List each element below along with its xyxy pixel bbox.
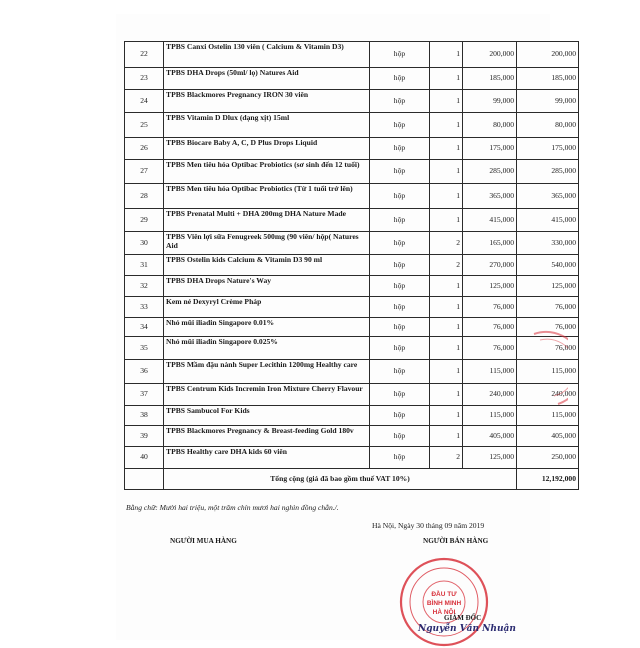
unit-cell: hộp bbox=[370, 68, 430, 90]
company-stamp bbox=[398, 556, 490, 648]
line-amount-cell: 250,000 bbox=[517, 447, 579, 469]
product-name: TPBS DHA Drops (50ml/ lọ) Natures Aid bbox=[164, 68, 370, 90]
unit-price-cell: 115,000 bbox=[463, 406, 517, 426]
table-row bbox=[125, 184, 579, 209]
quantity-cell: 2 bbox=[430, 255, 463, 276]
product-name: TPBS Blackmores Pregnancy & Breast-feeding Gold 180v bbox=[164, 426, 370, 447]
line-amount-cell: 99,000 bbox=[517, 90, 579, 113]
unit-price-cell: 76,000 bbox=[463, 337, 517, 360]
unit-cell: hộp bbox=[370, 209, 430, 232]
quantity-cell: 2 bbox=[430, 232, 463, 255]
quantity-cell: 1 bbox=[430, 337, 463, 360]
row-number: 30 bbox=[125, 232, 164, 255]
table-row bbox=[125, 138, 579, 160]
table-row bbox=[125, 360, 579, 384]
total-row bbox=[125, 469, 579, 490]
quantity-cell: 1 bbox=[430, 209, 463, 232]
buyer-signature-title: NGƯỜI MUA HÀNG bbox=[170, 537, 237, 545]
table-row bbox=[125, 209, 579, 232]
stamp-text-line-2: BÌNH MINH bbox=[426, 600, 462, 607]
product-name: TPBS Viên lợi sữa Fenugreek 500mg (90 viên/ hộp( Natures Aid bbox=[164, 232, 370, 255]
line-amount-cell: 80,000 bbox=[517, 113, 579, 138]
table-row bbox=[125, 297, 579, 318]
unit-cell: hộp bbox=[370, 276, 430, 297]
row-number: 29 bbox=[125, 209, 164, 232]
line-amount-cell: 285,000 bbox=[517, 160, 579, 184]
line-amount-cell: 76,000 bbox=[517, 297, 579, 318]
product-name: TPBS Ostelin kids Calcium & Vitamin D3 90 ml bbox=[164, 255, 370, 276]
stamp-text-line-3: HÀ NỘI bbox=[432, 609, 456, 616]
unit-price-cell: 185,000 bbox=[463, 68, 517, 90]
row-number: 25 bbox=[125, 113, 164, 138]
unit-price-cell: 200,000 bbox=[463, 42, 517, 68]
line-amount-cell: 175,000 bbox=[517, 138, 579, 160]
unit-cell: hộp bbox=[370, 42, 430, 68]
unit-price-cell: 270,000 bbox=[463, 255, 517, 276]
row-number: 38 bbox=[125, 406, 164, 426]
table-row bbox=[125, 42, 579, 68]
table-row bbox=[125, 160, 579, 184]
unit-cell: hộp bbox=[370, 447, 430, 469]
unit-price-cell: 240,000 bbox=[463, 384, 517, 406]
unit-price-cell: 125,000 bbox=[463, 276, 517, 297]
line-amount-cell: 76,000 bbox=[517, 318, 579, 337]
line-amount-cell: 76,000 bbox=[517, 337, 579, 360]
unit-cell: hộp bbox=[370, 360, 430, 384]
product-name: TPBS Men tiêu hóa Optibac Probiotics (sơ sinh đến 12 tuổi) bbox=[164, 160, 370, 184]
row-number: 36 bbox=[125, 360, 164, 384]
line-amount-cell: 540,000 bbox=[517, 255, 579, 276]
unit-price-cell: 405,000 bbox=[463, 426, 517, 447]
product-name: TPBS Canxi Ostelin 130 viên ( Calcium & Vitamin D3) bbox=[164, 42, 370, 68]
unit-cell: hộp bbox=[370, 184, 430, 209]
unit-price-cell: 415,000 bbox=[463, 209, 517, 232]
row-number: 35 bbox=[125, 337, 164, 360]
product-name: TPBS Vitamin D Dlux (dạng xịt) 15ml bbox=[164, 113, 370, 138]
amount-in-words-label: Bằng chữ: bbox=[126, 503, 158, 512]
row-number: 24 bbox=[125, 90, 164, 113]
unit-cell: hộp bbox=[370, 160, 430, 184]
director-title: GIÁM ĐỐC bbox=[444, 614, 482, 622]
unit-price-cell: 76,000 bbox=[463, 297, 517, 318]
unit-price-cell: 99,000 bbox=[463, 90, 517, 113]
table-row bbox=[125, 113, 579, 138]
signer-name: Nguyễn Văn Nhuận bbox=[418, 624, 516, 634]
table-row bbox=[125, 255, 579, 276]
table-row bbox=[125, 68, 579, 90]
line-amount-cell: 405,000 bbox=[517, 426, 579, 447]
line-amount-cell: 115,000 bbox=[517, 406, 579, 426]
table-row bbox=[125, 318, 579, 337]
row-number: 26 bbox=[125, 138, 164, 160]
quantity-cell: 2 bbox=[430, 447, 463, 469]
table-row bbox=[125, 337, 579, 360]
quantity-cell: 1 bbox=[430, 42, 463, 68]
product-name: TPBS Men tiêu hóa Optibac Probiotics (Từ 1 tuổi trở lên) bbox=[164, 184, 370, 209]
product-name: Kem nẻ Dexyryl Crème Pháp bbox=[164, 297, 370, 318]
unit-price-cell: 175,000 bbox=[463, 138, 517, 160]
quantity-cell: 1 bbox=[430, 90, 463, 113]
row-number: 23 bbox=[125, 68, 164, 90]
product-name: TPBS Blackmores Pregnancy IRON 30 viên bbox=[164, 90, 370, 113]
total-amount: 12,192,000 bbox=[517, 469, 579, 490]
quantity-cell: 1 bbox=[430, 138, 463, 160]
quantity-cell: 1 bbox=[430, 318, 463, 337]
unit-price-cell: 165,000 bbox=[463, 232, 517, 255]
quantity-cell: 1 bbox=[430, 426, 463, 447]
quantity-cell: 1 bbox=[430, 276, 463, 297]
product-name: Nhỏ mũi iliadin Singapore 0.01% bbox=[164, 318, 370, 337]
unit-cell: hộp bbox=[370, 318, 430, 337]
quantity-cell: 1 bbox=[430, 297, 463, 318]
row-number: 33 bbox=[125, 297, 164, 318]
unit-cell: hộp bbox=[370, 297, 430, 318]
unit-price-cell: 285,000 bbox=[463, 160, 517, 184]
total-no-cell bbox=[125, 469, 164, 490]
quantity-cell: 1 bbox=[430, 160, 463, 184]
quantity-cell: 1 bbox=[430, 113, 463, 138]
unit-cell: hộp bbox=[370, 337, 430, 360]
row-number: 34 bbox=[125, 318, 164, 337]
table-row bbox=[125, 426, 579, 447]
quantity-cell: 1 bbox=[430, 406, 463, 426]
table-row bbox=[125, 276, 579, 297]
product-name: Nhỏ mũi iliadin Singapore 0.025% bbox=[164, 337, 370, 360]
unit-cell: hộp bbox=[370, 426, 430, 447]
product-name: TPBS Mầm đậu nành Super Lecithin 1200mg Healthy care bbox=[164, 360, 370, 384]
table-row bbox=[125, 406, 579, 426]
row-number: 39 bbox=[125, 426, 164, 447]
table-row bbox=[125, 384, 579, 406]
product-name: TPBS Centrum Kids Incremin Iron Mixture Cherry Flavour bbox=[164, 384, 370, 406]
product-name: TPBS Biocare Baby A, C, D Plus Drops Liquid bbox=[164, 138, 370, 160]
row-number: 31 bbox=[125, 255, 164, 276]
amount-in-words-value: Mười hai triệu, một trăm chín mươi hai nghìn đồng chẵn./. bbox=[159, 503, 339, 512]
quantity-cell: 1 bbox=[430, 68, 463, 90]
unit-cell: hộp bbox=[370, 138, 430, 160]
unit-price-cell: 76,000 bbox=[463, 318, 517, 337]
date-line: Hà Nội, Ngày 30 tháng 09 năm 2019 bbox=[372, 521, 485, 530]
amount-in-words bbox=[126, 503, 339, 512]
product-name: TPBS DHA Drops Nature's Way bbox=[164, 276, 370, 297]
seller-signature-title: NGƯỜI BÁN HÀNG bbox=[423, 537, 489, 545]
unit-price-cell: 80,000 bbox=[463, 113, 517, 138]
row-number: 32 bbox=[125, 276, 164, 297]
unit-cell: hộp bbox=[370, 232, 430, 255]
line-amount-cell: 330,000 bbox=[517, 232, 579, 255]
stamp-text-line-1: ĐẦU TƯ bbox=[431, 591, 457, 598]
unit-price-cell: 365,000 bbox=[463, 184, 517, 209]
total-label: Tổng cộng (giá đã bao gồm thuế VAT 10%) bbox=[164, 469, 517, 490]
table-row bbox=[125, 232, 579, 255]
line-amount-cell: 200,000 bbox=[517, 42, 579, 68]
line-amount-cell: 240,000 bbox=[517, 384, 579, 406]
unit-cell: hộp bbox=[370, 255, 430, 276]
quantity-cell: 1 bbox=[430, 184, 463, 209]
line-amount-cell: 415,000 bbox=[517, 209, 579, 232]
line-amount-cell: 125,000 bbox=[517, 276, 579, 297]
unit-price-cell: 125,000 bbox=[463, 447, 517, 469]
product-name: TPBS Sambucol For Kids bbox=[164, 406, 370, 426]
row-number: 27 bbox=[125, 160, 164, 184]
unit-cell: hộp bbox=[370, 90, 430, 113]
product-name: TPBS Healthy care DHA kids 60 viên bbox=[164, 447, 370, 469]
product-name: TPBS Prenatal Multi + DHA 200mg DHA Nature Made bbox=[164, 209, 370, 232]
line-amount-cell: 115,000 bbox=[517, 360, 579, 384]
table-row bbox=[125, 90, 579, 113]
table-row bbox=[125, 447, 579, 469]
unit-cell: hộp bbox=[370, 384, 430, 406]
line-amount-cell: 365,000 bbox=[517, 184, 579, 209]
unit-cell: hộp bbox=[370, 406, 430, 426]
row-number: 28 bbox=[125, 184, 164, 209]
line-amount-cell: 185,000 bbox=[517, 68, 579, 90]
quantity-cell: 1 bbox=[430, 384, 463, 406]
stamp-edge-mark bbox=[528, 330, 568, 410]
unit-price-cell: 115,000 bbox=[463, 360, 517, 384]
quantity-cell: 1 bbox=[430, 360, 463, 384]
row-number: 22 bbox=[125, 42, 164, 68]
row-number: 40 bbox=[125, 447, 164, 469]
unit-cell: hộp bbox=[370, 113, 430, 138]
invoice-table bbox=[124, 41, 579, 490]
row-number: 37 bbox=[125, 384, 164, 406]
